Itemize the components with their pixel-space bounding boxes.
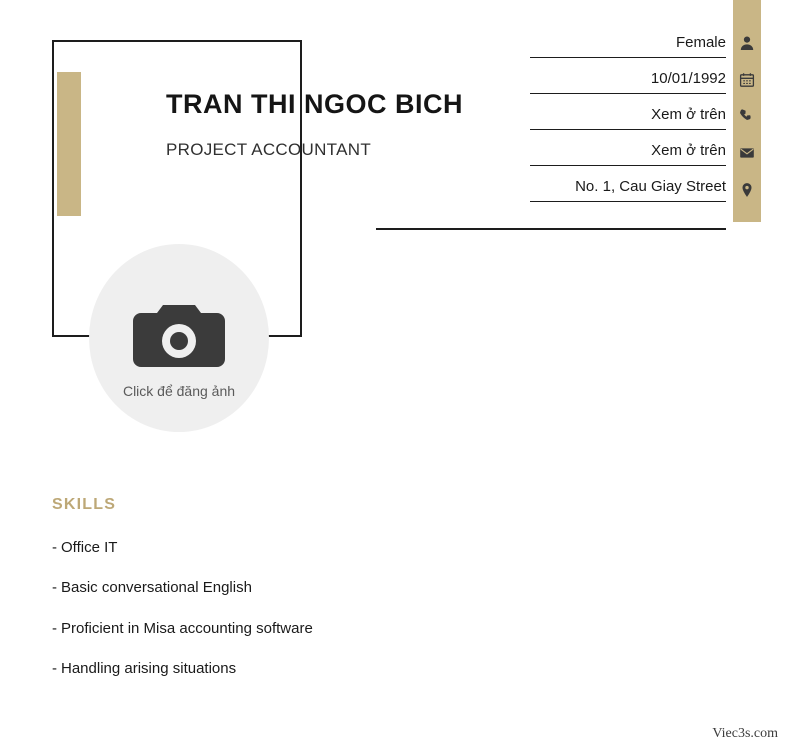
list-item bbox=[52, 657, 382, 680]
camera-icon bbox=[129, 299, 229, 373]
skill-text: Handling arising situations bbox=[61, 659, 237, 677]
mail-icon bbox=[733, 139, 761, 167]
contact-value-gender: Female bbox=[675, 34, 726, 51]
bullet-dash: - bbox=[52, 619, 57, 637]
contact-row-birthdate[interactable] bbox=[376, 58, 726, 94]
bullet-dash: - bbox=[52, 579, 57, 597]
contact-value-birthdate: 10/01/1992 bbox=[650, 70, 726, 87]
contact-row-phone[interactable] bbox=[376, 94, 726, 130]
photo-upload-placeholder[interactable] bbox=[89, 244, 269, 432]
contact-icon-strip bbox=[733, 0, 761, 222]
skill-text: Office IT bbox=[61, 539, 118, 556]
list-item bbox=[52, 617, 382, 640]
contact-row-address[interactable] bbox=[376, 166, 726, 202]
watermark: Viec3s.com bbox=[712, 726, 778, 741]
contact-value-phone: Xem ở trên bbox=[651, 106, 726, 123]
resume-header bbox=[0, 0, 800, 230]
calendar-icon bbox=[733, 66, 761, 94]
list-item bbox=[52, 576, 382, 599]
header-frame-right-edge bbox=[300, 40, 302, 337]
skills-title: SKILLS bbox=[52, 496, 117, 513]
list-item bbox=[52, 536, 382, 559]
job-title: PROJECT ACCOUNTANT bbox=[166, 140, 372, 160]
skills-section bbox=[52, 496, 382, 697]
phone-icon bbox=[733, 102, 761, 130]
contact-value-email: Xem ở trên bbox=[651, 142, 726, 159]
skill-text: Proficient in Misa accounting software bbox=[61, 619, 313, 637]
contact-row-email[interactable] bbox=[376, 130, 726, 166]
location-pin-icon bbox=[733, 176, 761, 204]
contact-row-gender[interactable] bbox=[376, 22, 726, 58]
person-icon bbox=[733, 29, 761, 57]
contact-list bbox=[376, 22, 726, 202]
candidate-name: TRAN THI NGOC BICH bbox=[166, 89, 463, 119]
contact-value-address: No. 1, Cau Giay Street bbox=[575, 178, 726, 195]
contact-baseline bbox=[376, 228, 726, 230]
contact-rule bbox=[530, 201, 726, 202]
bullet-dash: - bbox=[52, 539, 57, 556]
accent-bar bbox=[57, 72, 81, 216]
skill-text: Basic conversational English bbox=[61, 579, 252, 597]
bullet-dash: - bbox=[52, 659, 57, 677]
photo-upload-label: Click để đăng ảnh bbox=[122, 383, 236, 399]
